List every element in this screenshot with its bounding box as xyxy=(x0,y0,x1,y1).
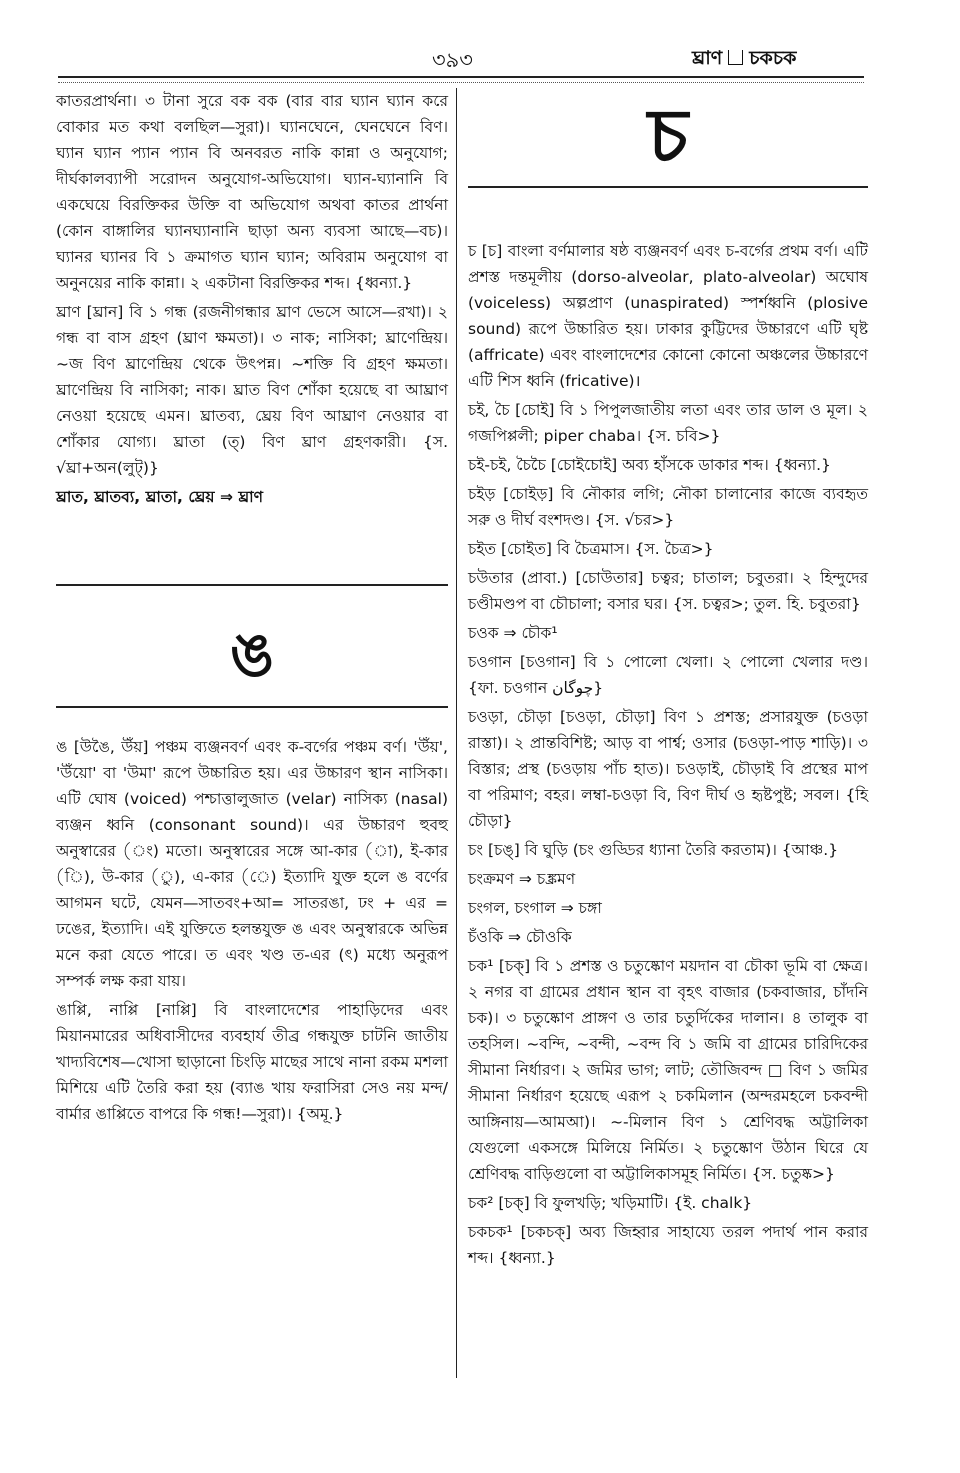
entry-ghyan-continued: কাতরপ্রার্থনা। ৩ টানা সুরে বক বক (বার বার ঘ্যান ঘ্যান করে বোকার মত কথা বলছিল—সুরা)। ঘ্যানঘেনে, ঘেনঘেনে বিণ। ঘ্যান ঘ্যান প্যান প্যান বি অনবরত নাকি কান্না ও অনুযোগ; দীর্ঘকালব্যাপী সরোদন অনুযোগ-অভিযোগ। ঘ্যান-ঘ্যানানি বি একঘেয়ে বিরক্তিকর উক্তি বা অভিযোগ অথবা কাতর প্রার্থনা (কোন বাঙ্গালির ঘ্যানঘ্যানানি ছাড়া অন্য ব্যবসা আছে—বচ)। ঘ্যানর ঘ্যানর বি ১ ক্রমাগত ঘ্যান ঘ্যান; অবিরাম অনুযোগ বা অনুনয়ের নাকি কান্না। ২ একটানা বিরক্তিকর শব্দ। {ধ্বন্যা.} xyxy=(56,92,448,292)
section-header-cha xyxy=(468,88,868,238)
entry-ghrat-crossref: ঘ্রাত, ঘ্রাতব্য, ঘ্রাতা, ঘ্রেয় ⇒ ঘ্রাণ xyxy=(56,488,264,506)
section-header-nga xyxy=(56,584,448,734)
page-header xyxy=(0,44,960,74)
right-column xyxy=(468,88,868,1418)
entry-chogan: চওগান [চওগান] বি ১ পোলো খেলা। ২ পোলো খেলার দণ্ড। {ফা. চওগান چوگان} xyxy=(468,653,868,697)
entry-chok-crossref: চওক ⇒ চৌক¹ xyxy=(468,624,558,642)
entry-chong: চং [চঙ্] বি ঘুড়ি (চং গুড্ডির ধ্যানা তৈরি করতাম)। {আঞ্চ.} xyxy=(468,841,839,859)
guide-words xyxy=(692,44,796,76)
entry-ngappi: ঙাপ্পি, নাপ্পি [নাপ্পি] বি বাংলাদেশের পাহাড়িদের এবং মিয়ানমারের অধিবাসীদের ব্যবহার্য তীব্র গন্ধযুক্ত চাটনি জাতীয় খাদ্যবিশেষ—খোসা ছাড়ানো চিংড়ি মাছের সাথে নানা রকম মশলা মিশিয়ে এটি তৈরি করা হয় (ব্যাঙ খায় ফরাসিরা সেও নয় মন্দ/ বার্মার ঙাপ্পিতে বাপরে কি গন্ধ!—সুরা)। {অমূ.} xyxy=(56,1001,448,1123)
entry-chokchok: চকচক¹ [চকচক্] অব্য জিহ্বার সাহায্যে তরল পদার্থ পান করার শব্দ। {ধ্বন্যা.} xyxy=(468,1223,868,1267)
section-rule-bottom xyxy=(56,706,448,708)
guide-word-last: চকচক xyxy=(749,47,797,69)
header-rule xyxy=(58,76,864,83)
entry-choir: চইড় [চোইড়] বি নৌকার লগি; নৌকা চালানোর কাজে ব্যবহৃত সরু ও দীর্ঘ বংশদণ্ড। {স. √চর>} xyxy=(468,485,868,529)
entry-cha: চ [চ] বাংলা বর্ণমালার ষষ্ঠ ব্যঞ্জনবর্ণ এবং চ-বর্গের প্রথম বর্ণ। এটি প্রশস্ত দন্তমূলীয় (dorso-alveolar, plato-alveolar) অঘোষ (voiceless) অল্পপ্রাণ (unaspirated) স্পর্শধ্বনি (plosive sound) রূপে উচ্চারিত হয়। ঢাকার কুট্টিদের উচ্চারণে এটি ঘৃষ্ট (affricate) এবং বাংলাদেশের কোনো কোনো অঞ্চলের উচ্চারণে এটি শিস ধ্বনি (fricative)। xyxy=(468,242,868,390)
column-divider xyxy=(456,88,457,1378)
page-number: ৩৯৩ xyxy=(432,48,473,72)
entry-chok-2: চক² [চক্] বি ফুলখড়ি; খড়িমাটি। {ই. chalk} xyxy=(468,1194,753,1212)
guide-separator-icon xyxy=(728,50,743,65)
guide-word-first: ঘ্রাণ xyxy=(692,47,723,69)
section-rule xyxy=(468,186,868,188)
entry-ghran: ঘ্রাণ [ঘ্রান] বি ১ গন্ধ (রজনীগন্ধার ঘ্রাণ ভেসে আসে—রখা)। ২ গন্ধ বা বাস গ্রহণ (ঘ্রাণ ক্ষমতা)। ৩ নাক; নাসিকা; ঘ্রাণেন্দ্রিয়। ~জ বিণ ঘ্রাণেন্দ্রিয় থেকে উৎপন্ন। ~শক্তি বি গ্রহণ ক্ষমতা। ঘ্রাণেন্দ্রিয় বি নাসিকা; নাক। ঘ্রাত বিণ শোঁকা হয়েছে বা আঘ্রাণ নেওয়া হয়েছে এমন। ঘ্রাতব্য, ঘ্রেয় বিণ আঘ্রাণ নেওয়ার বা শোঁকার যোগ্য। ঘ্রাতা (ত্) বিণ ঘ্রাণ গ্রহণকারী। {স. √ঘ্রা+অন(লুট্)} xyxy=(56,303,448,477)
entry-chok-1: চক¹ [চক্] বি ১ প্রশস্ত ও চতুষ্কোণ ময়দান বা চৌকা ভূমি বা ক্ষেত্র। ২ নগর বা গ্রামের প্রধান স্থান বা বৃহৎ বাজার (চকবাজার, চাঁদনি চক)। ৩ চতুষ্কোণ প্রাঙ্গণ ও তার চতুর্দিকের দালান। ৪ তালুক বা তহসিল। ~বন্দি, ~বন্দী, ~বন্দ বি ১ জমি বা গ্রামের চারিদিকের সীমানা নির্ধারণ। ২ জমির ভাগ; লাট; তৌজিবন্দ □ বিণ ১ জমির সীমানা নির্ধারণ হয়েছে এরূপ ২ চকমিলান (অন্দরমহলে চকবন্দী আঙ্গিনায়—আমআ)। ~-মিলান বিণ ১ শ্রেণিবদ্ধ অট্টালিকা যেগুলো একসঙ্গে মিলিয়ে নির্মিত। ২ চতুষ্কোণ উঠান ঘিরে যে শ্রেণিবদ্ধ বাড়িগুলো বা অট্টালিকাসমূহ নির্মিত। {স. চতুষ্ক>} xyxy=(468,957,868,1183)
entry-choit: চইত [চোইত] বি চৈত্রমাস। {স. চৈত্র>} xyxy=(468,540,714,558)
entry-nga: ঙ [উঙৈ, উঁয়] পঞ্চম ব্যঞ্জনবর্ণ এবং ক-বর্গের পঞ্চম বর্ণ। 'উঁয়', 'উঁয়ো' বা 'উমা' রূপে উচ্চারিত হয়। এর উচ্চারণ স্থান নাসিকা। এটি ঘোষ (voiced) পশ্চাত্তালুজাত (velar) নাসিক্য (nasal) ব্যঞ্জন ধ্বনি (consonant sound)। এর উচ্চারণ হুবহু অনুস্বারের (ং) মতো। অনুস্বারের সঙ্গে আ-কার (া), ই-কার (ি), উ-কার (ু), এ-কার (ে) ইত্যাদি যুক্ত হলে ঙ বর্ণের আগমন ঘটে, যেমন—সাতবং+আ= সাতরঙা, ঢং + এর = ঢঙের, ইত্যাদি। এই যুক্তিতে হলন্তযুক্ত ঙ এবং অনুস্বারকে অভিন্ন মনে করা যেতে পারে। ত এবং খণ্ড ত-এর (ৎ) মধ্যে অনুরূপ সম্পর্ক লক্ষ করা যায়। xyxy=(56,738,448,990)
section-rule-top xyxy=(56,584,448,586)
section-letter-nga: ঙ xyxy=(229,620,274,690)
section-letter-cha: চ xyxy=(648,93,688,179)
entry-chowki: চঁওকি ⇒ চৌওকি xyxy=(468,928,572,946)
entry-choi-choi: চই-চই, চৈচৈ [চোইচোই] অব্য হাঁসকে ডাকার শব্দ। {ধ্বন্যা.} xyxy=(468,456,831,474)
entry-chora: চওড়া, চৌড়া [চওড়া, চৌড়া] বিণ ১ প্রশস্ত; প্রসারযুক্ত (চওড়া রাস্তা)। ২ প্রান্তবিশিষ্ট; আড় বা পার্শ্ব; ওসার (চওড়া-পাড় শাড়ি)। ৩ বিস্তার; প্রস্থ (চওড়ায় পাঁচ হাত)। চওড়াই, চৌড়াই বি প্রস্থের মাপ বা পরিমাণ; বহর। লম্বা-চওড়া বি, বিণ দীর্ঘ ও হৃষ্টপুষ্ট; সবল। {হি চৌড়া} xyxy=(468,708,868,830)
entry-chongol: চংগল, চংগাল ⇒ চঙ্গা xyxy=(468,899,602,917)
entry-choutar: চউতার (প্রাবা.) [চোউতার] চত্বর; চাতাল; চবুতরা। ২ হিন্দুদের চণ্ডীমণ্ডপ বা চৌচালা; বসার ঘর। {স. চত্বর>; তুল. হি. চবুতরা} xyxy=(468,569,868,613)
entry-choi: চই, চৈ [চোই] বি ১ পিপুলজাতীয় লতা এবং তার ডাল ও মূল। ২ গজপিপ্পলী; piper chaba। {স. চবি>} xyxy=(468,401,868,445)
entry-chongkromon: চংক্রমণ ⇒ চঙ্ক্রমণ xyxy=(468,870,576,888)
left-column xyxy=(56,88,448,1368)
